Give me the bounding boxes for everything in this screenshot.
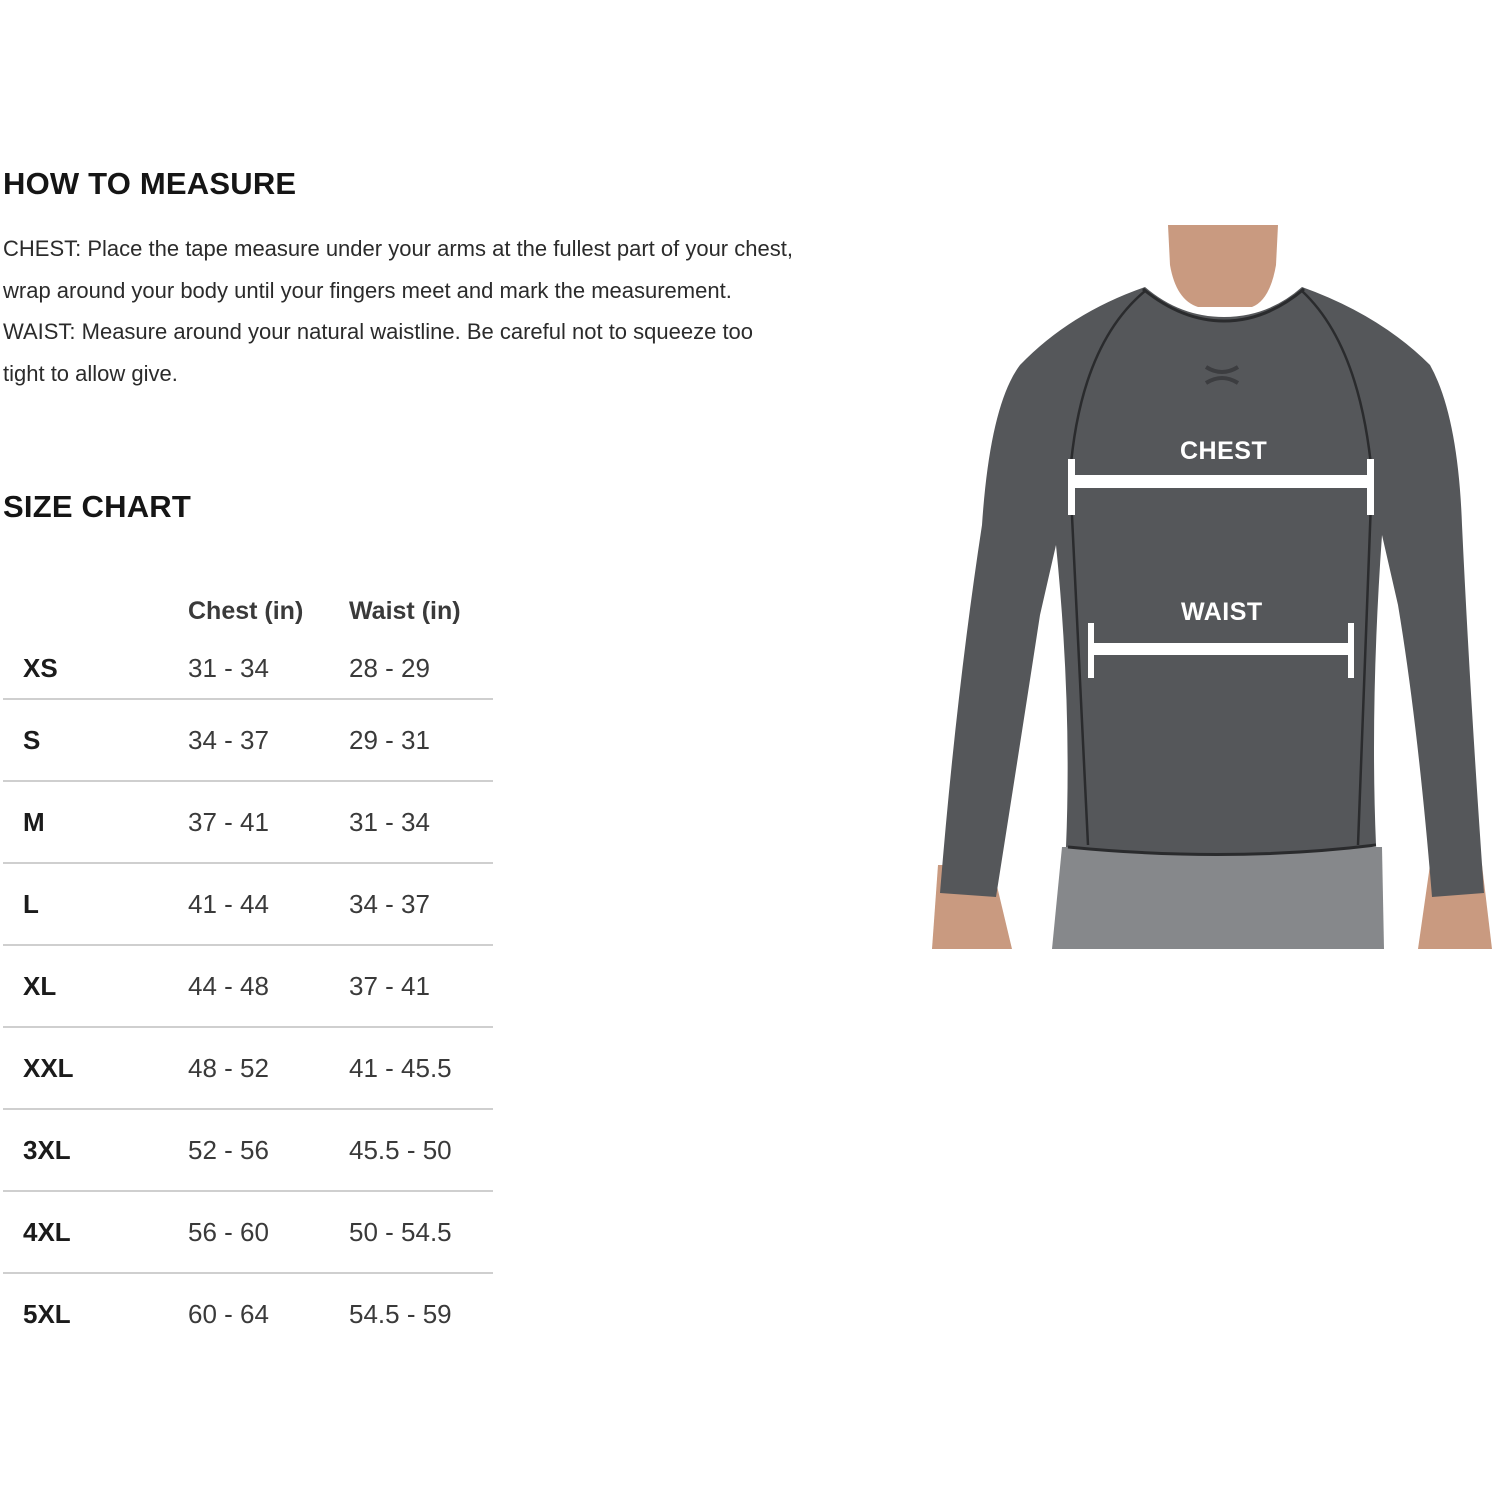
how-to-measure-heading: HOW TO MEASURE [3,166,297,201]
size-cell: XXL [3,1027,188,1109]
chest-cell: 60 - 64 [188,1298,269,1329]
chest-label: CHEST [1180,437,1268,465]
table-row [3,863,493,945]
chest-cell: 34 - 37 [188,699,349,781]
size-cell: M [3,781,188,863]
table-row [3,781,493,863]
size-column-header [3,584,188,638]
chest-column-header: Chest (in) [188,596,304,625]
size-cell: 5XL [23,1298,71,1329]
model-shorts [1052,847,1384,949]
waist-cell: 31 - 34 [349,781,493,863]
size-cell: S [3,699,188,781]
chest-cell: 41 - 44 [188,863,349,945]
chest-cell: 31 - 34 [188,638,349,699]
measure-instructions [3,228,793,394]
waist-label: WAIST [1181,598,1263,626]
size-chart-table [3,584,493,1354]
model-neck [1168,225,1278,307]
waist-cell: 45.5 - 50 [349,1109,493,1191]
waist-cell: 28 - 29 [349,638,493,699]
measurement-figure [930,225,1494,949]
table-row [3,638,493,699]
waist-cell: 41 - 45.5 [349,1027,493,1109]
size-cell: XL [3,945,188,1027]
waist-cell: 29 - 31 [349,699,493,781]
waist-cell: 50 - 54.5 [349,1191,493,1273]
size-cell: L [3,863,188,945]
chest-cell: 48 - 52 [188,1027,349,1109]
chest-cell: 52 - 56 [188,1109,349,1191]
table-header-row [3,584,493,638]
waist-column-header: Waist (in) [349,596,461,625]
chest-cell: 37 - 41 [188,781,349,863]
chest-cell: 44 - 48 [188,945,349,1027]
size-chart-heading: SIZE CHART [3,489,191,524]
waist-cell: 54.5 - 59 [349,1298,452,1329]
waist-instruction: WAIST: Measure around your natural waistline. Be careful not to squeeze too tight to allow give. [3,319,754,386]
table-row [3,945,493,1027]
table-row [3,1027,493,1109]
size-cell: 4XL [3,1191,188,1273]
chest-instruction: CHEST: Place the tape measure under your arms at the fullest part of your chest, wrap around your body until your fingers meet and mark the measurement. [3,236,793,303]
waist-cell: 34 - 37 [349,863,493,945]
chest-cell: 56 - 60 [188,1191,349,1273]
table-row [3,1273,493,1354]
table-row [3,1109,493,1191]
size-cell: 3XL [3,1109,188,1191]
size-cell: XS [3,638,188,699]
table-row [3,699,493,781]
table-row [3,1191,493,1273]
model-illustration [930,225,1494,949]
waist-cell: 37 - 41 [349,945,493,1027]
